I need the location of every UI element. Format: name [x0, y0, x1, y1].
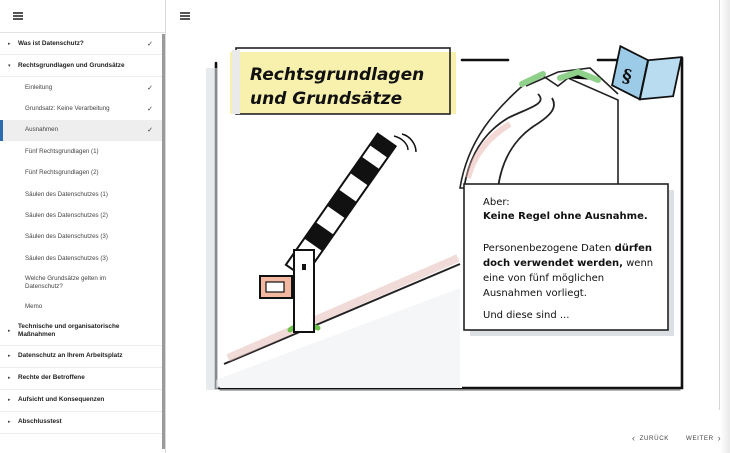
sidebar-sub-item[interactable]	[0, 98, 165, 119]
next-button[interactable]	[686, 433, 721, 443]
sidebar-sub-item[interactable]	[0, 120, 165, 141]
text-body-line2: doch verwendet werden, wenn	[483, 258, 654, 269]
sidebar-item-label: Welche Grundsätze gelten im Datenschutz?	[25, 275, 107, 291]
check-icon: ✓	[147, 127, 153, 135]
next-label: WEITER	[686, 434, 714, 442]
sidebar-item-label: Memo	[25, 303, 43, 311]
sidebar-sub-item[interactable]	[0, 141, 165, 162]
sidebar-sub-item[interactable]	[0, 77, 165, 98]
sidebar-item-label: Rechte der Betroffene	[18, 374, 85, 382]
slope-illustration	[216, 258, 462, 388]
sidebar-section-item[interactable]	[0, 390, 165, 412]
sidebar-nav	[0, 33, 165, 434]
sidebar-sub-item[interactable]	[0, 270, 165, 297]
road-illustration	[460, 68, 618, 188]
text-headline: Keine Regel ohne Ausnahme.	[483, 211, 648, 222]
sidebar-item-label: Säulen des Datenschutzes (3)	[25, 233, 108, 241]
sidebar-item-label: Fünf Rechtsgrundlagen (2)	[25, 169, 99, 177]
sidebar-item-label: Datenschutz an Ihrem Arbeitsplatz	[18, 352, 123, 360]
text-body-line1: Personenbezogene Daten dürfen	[483, 243, 653, 254]
sidebar-scrollbar[interactable]	[162, 34, 165, 449]
slide-title-line1: Rechtsgrundlagen	[250, 65, 425, 85]
sidebar-header	[0, 0, 165, 33]
caret-right-icon: ▸	[8, 40, 11, 47]
text-body-line4: Ausnahmen vorliegt.	[483, 288, 587, 299]
text-body-line3: eine von fünf möglichen	[483, 273, 605, 284]
caret-right-icon: ▸	[8, 353, 11, 360]
sidebar-sub-item[interactable]	[0, 297, 165, 318]
sidebar-item-label: Säulen des Datenschutzes (1)	[25, 190, 108, 198]
main-menu-icon[interactable]	[180, 12, 190, 20]
sidebar-item-label: Aufsicht und Konsequenzen	[18, 396, 105, 404]
sidebar-sub-item[interactable]	[0, 205, 165, 226]
title-box	[230, 48, 456, 114]
sidebar	[0, 0, 166, 453]
sidebar-section-item[interactable]	[0, 33, 165, 55]
sidebar-item-label: Säulen des Datenschutzes (2)	[25, 212, 108, 220]
slide-illustration	[198, 38, 698, 396]
back-button[interactable]	[632, 433, 669, 443]
caret-right-icon: ▸	[8, 419, 11, 426]
check-icon: ✓	[147, 40, 153, 48]
sidebar-item-label: Einleitung	[25, 83, 53, 91]
sidebar-section-item[interactable]	[0, 318, 165, 346]
sidebar-item-label: Fünf Rechtsgrundlagen (1)	[25, 147, 99, 155]
right-edge	[717, 0, 730, 453]
sidebar-item-label: Abschlusstest	[18, 418, 62, 426]
text-panel	[464, 184, 674, 336]
sidebar-item-label: Grundsatz: Keine Verarbeitung	[25, 105, 110, 113]
chevron-left-icon: ‹	[632, 433, 636, 443]
caret-right-icon: ▸	[8, 328, 11, 335]
sidebar-section-item[interactable]	[0, 55, 165, 77]
caret-down-icon: ▾	[8, 62, 11, 69]
sidebar-item-label: Was ist Datenschutz?	[18, 39, 84, 47]
back-label: ZURÜCK	[639, 434, 669, 442]
law-book-icon	[610, 44, 681, 106]
caret-right-icon: ▸	[8, 375, 11, 382]
sidebar-sub-item[interactable]	[0, 163, 165, 184]
sidebar-section-item[interactable]	[0, 346, 165, 368]
caret-right-icon: ▸	[8, 397, 11, 404]
paragraph-symbol: §	[620, 65, 634, 88]
chevron-right-icon: ›	[717, 433, 722, 443]
sidebar-sub-item[interactable]	[0, 248, 165, 269]
sidebar-sub-item[interactable]	[0, 184, 165, 205]
sidebar-item-label: Rechtsgrundlagen und Grundsätze	[18, 61, 125, 69]
text-intro: Aber:	[483, 197, 510, 208]
sidebar-section-item[interactable]	[0, 412, 165, 434]
sidebar-item-label: Säulen des Datenschutzes (3)	[25, 254, 108, 262]
text-outro: Und diese sind ...	[483, 310, 570, 321]
check-icon: ✓	[147, 84, 153, 92]
sidebar-item-label: Technische und organisatorische Maßnahmen	[18, 323, 120, 339]
sidebar-sub-item[interactable]	[0, 227, 165, 248]
sidebar-item-label: Ausnahmen	[25, 126, 59, 134]
sidebar-section-item[interactable]	[0, 368, 165, 390]
check-icon: ✓	[147, 106, 153, 114]
sidebar-menu-icon[interactable]	[13, 12, 23, 20]
slide-title-line2: und Grundsätze	[250, 89, 403, 109]
